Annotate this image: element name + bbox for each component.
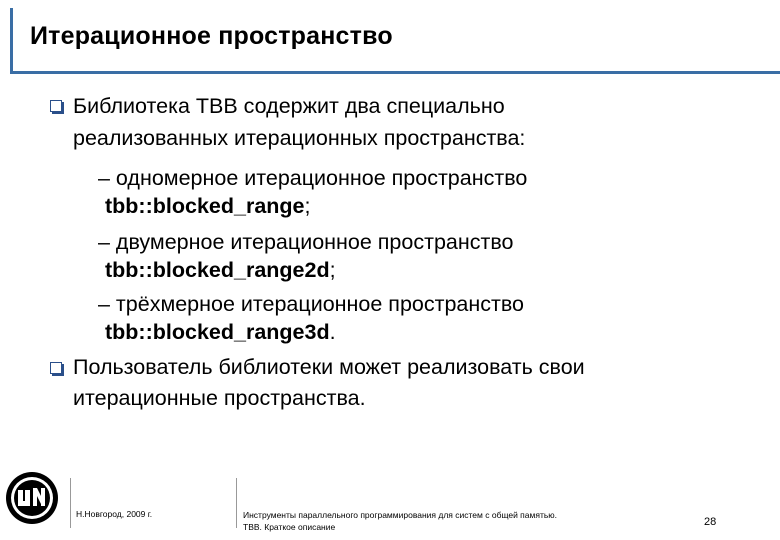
bullet-square-icon	[50, 362, 62, 374]
sub-item-3: – трёхмерное итерационное пространство	[98, 292, 524, 316]
sub-item-2-tail: ;	[329, 258, 336, 282]
bullet-square-icon	[50, 100, 62, 112]
bullet2-line2: итерационные пространства.	[73, 386, 366, 410]
sub-item-1: – одномерное итерационное пространство	[98, 166, 528, 190]
bullet2-line1: Пользователь библиотеки может реализовать свои	[73, 355, 585, 379]
sub-item-1-tail: ;	[304, 194, 311, 218]
footer-course-line2: TBB. Краткое описание	[243, 522, 336, 532]
unn-logo-icon	[4, 470, 60, 526]
sub-item-3-tail: .	[329, 320, 336, 344]
code-blocked-range2d: tbb::blocked_range2d	[105, 258, 330, 282]
page-number: 28	[704, 516, 717, 528]
code-blocked-range: tbb::blocked_range	[105, 194, 305, 218]
bullet1-line1: Библиотека TBB содержит два специально	[73, 94, 505, 118]
footer-location: Н.Новгород, 2009 г.	[76, 509, 153, 519]
sub-item-2: – двумерное итерационное пространство	[98, 230, 514, 254]
footer-course-line1: Инструменты параллельного программирования для систем с общей памятью.	[243, 510, 558, 520]
code-blocked-range3d: tbb::blocked_range3d	[105, 320, 330, 344]
bullet1-line2: реализованных итерационных пространства:	[73, 126, 526, 150]
footer-divider	[70, 478, 71, 528]
footer-divider	[236, 478, 237, 528]
sub-item-2-code	[105, 260, 336, 282]
sub-item-3-code	[105, 322, 336, 344]
sub-item-1-code	[105, 196, 310, 218]
logo-text: UNN	[32, 486, 35, 487]
slide-title: Итерационное пространство	[30, 22, 393, 50]
